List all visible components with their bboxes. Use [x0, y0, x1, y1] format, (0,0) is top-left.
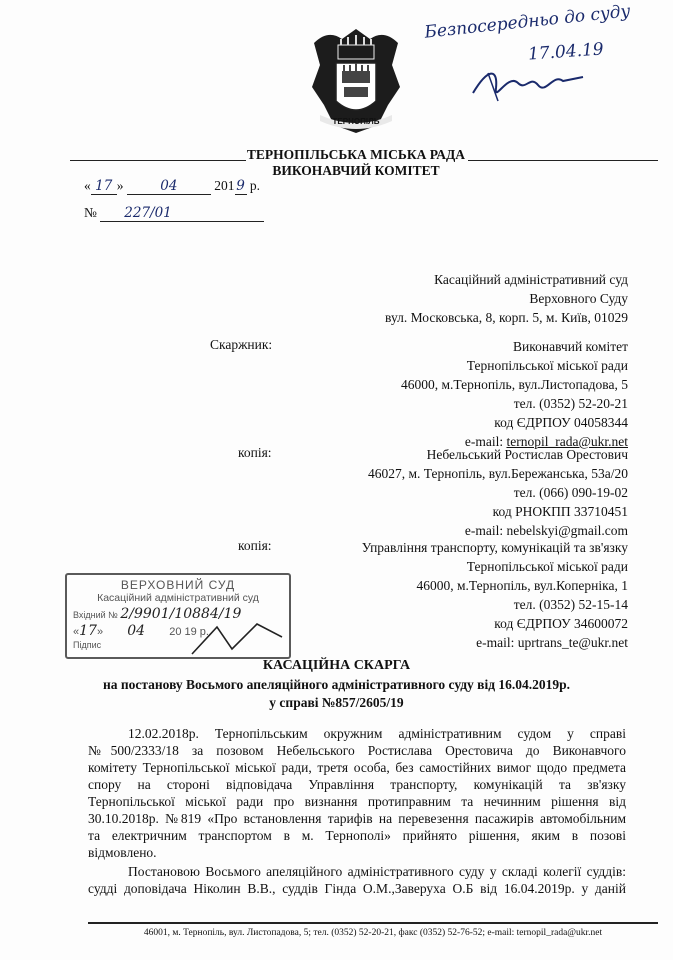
body-line: Тернопільської міської ради про визнання протиправним та нечинним рішення від [88, 794, 626, 809]
complainant-line: 46000, м.Тернопіль, вул.Листопадова, 5 [400, 377, 628, 392]
stamp-date-row: «17» 04 20 19 р. [73, 623, 209, 639]
copy2-label: копія: [238, 538, 272, 553]
copy2-line: тел. (0352) 52-15-14 [513, 597, 628, 612]
header-rule-right [468, 160, 658, 161]
handwritten-note-line1: Безпосередньо до суду [423, 1, 632, 43]
complainant-block [308, 337, 628, 451]
stamp-month: 04 [127, 623, 146, 639]
body-line: судді доповідача Ніколин В.В., суддів Гінда О.М.,Заверуха О.Б від 16.04.2019р. у даній [88, 881, 626, 896]
copy1-block [308, 445, 628, 540]
stamp-title: ВЕРХОВНИЙ СУД [120, 578, 236, 592]
copy2-line: Управління транспорту, комунікацій та зв'язку [361, 540, 628, 555]
addressee-line: Касаційний адміністративний суд [434, 272, 628, 287]
doc-subtitle-2: у справі №857/2605/19 [269, 695, 404, 710]
doc-number-label: № [84, 205, 97, 220]
doc-date-year-digit: 9 [236, 178, 245, 194]
doc-number-value: 227/01 [100, 205, 264, 222]
stamp-year: 20 19 р. [169, 626, 209, 638]
emblem-text: ТЕРНОПІЛЬ [332, 117, 380, 126]
body-line: комітету Тернопільської міської ради, третя особа, без самостійних вимог щодо предмета [88, 760, 626, 775]
body-line: та електричним транспортом в м. Тернополі» прийнято рішення, яким в позові [88, 828, 626, 843]
doc-number [84, 205, 264, 222]
addressee-line: Верховного Суду [529, 291, 628, 306]
doc-date-year-prefix: 201 [214, 178, 235, 193]
copy2-line: код ЄДРПОУ 34600072 [494, 616, 628, 631]
stamp-sign-label: Підпис [73, 640, 102, 650]
footer-contacts: 46001, м. Тернопіль, вул. Листопадова, 5; тел. (0352) 52-20-21, факс (0352) 52-76-52; e-mail: ternopil_rada@ukr.net [143, 928, 603, 938]
handwritten-signature [468, 63, 588, 108]
copy2-line: 46000, м.Тернопіль, вул.Коперніка, 1 [416, 578, 628, 593]
stamp-subtitle: Касаційний адміністративний суд [97, 592, 259, 604]
complainant-email-label: e-mail: [464, 434, 507, 449]
doc-date-month: 04 [127, 178, 211, 195]
stamp-day: 17 [79, 623, 97, 639]
copy1-line: тел. (066) 090-19-02 [513, 485, 628, 500]
body-paragraph-2 [88, 863, 626, 897]
complainant-line: Виконавчий комітет [513, 339, 628, 354]
complainant-label: Скаржник: [210, 337, 273, 352]
doc-date-year-suffix: р. [249, 178, 260, 193]
body-line: відмовлено. [88, 845, 157, 860]
complainant-line: тел. (0352) 52-20-21 [513, 396, 628, 411]
addressee-block [308, 270, 628, 327]
copy2-line: e-mail: uprtrans_te@ukr.net [476, 635, 628, 650]
copy1-label: копія: [238, 445, 272, 460]
body-line: 12.02.2018р. Тернопільським окружним адміністративним судом у справі [128, 726, 626, 741]
doc-title: КАСАЦІЙНА СКАРГА [262, 658, 411, 673]
body-line: Постановою Восьмого апеляційного адміністративного суду у складі колегії суддів: [128, 864, 626, 879]
copy1-line: e-mail: nebelskyi@gmail.com [464, 523, 628, 538]
addressee-line: вул. Московська, 8, корп. 5, м. Київ, 01029 [385, 310, 628, 325]
header-rule-left [70, 160, 246, 161]
stamp-incoming-label: Вхідний № [73, 610, 118, 620]
complainant-email-link[interactable]: ternopil_rada@ukr.net [506, 434, 628, 449]
complainant-line: код ЄДРПОУ 04058344 [494, 415, 628, 430]
handwritten-note-date: 17.04.19 [527, 39, 605, 65]
doc-date-day: 17 [91, 178, 117, 195]
incoming-stamp [65, 573, 291, 659]
complainant-line: Тернопільської міської ради [466, 358, 628, 373]
copy1-line: 46027, м. Тернопіль, вул.Бережанська, 53а/20 [367, 466, 628, 481]
copy1-line: код РНОКПП 33710451 [492, 504, 628, 519]
body-line: 30.10.2018р. №819 «Про встановлення тарифів на перевезення пасажирів автомобільним [88, 811, 626, 826]
committee-name: ВИКОНАВЧИЙ КОМІТЕТ [272, 163, 440, 178]
body-line: спору на стороні відповідача Управління транспорту, комунікацій та зв'язку [88, 777, 626, 792]
footer-rule [88, 922, 658, 924]
body-paragraph-1 [88, 725, 626, 861]
body-line: №500/2333/18 за позовом Небельського Ростислава Орестовича до Виконавчого [88, 743, 626, 758]
stamp-date-prefix: « [73, 626, 80, 638]
council-name: ТЕРНОПІЛЬСЬКА МІСЬКА РАДА [246, 147, 466, 162]
doc-date: « 17 » 04 201 9 р. [84, 178, 260, 194]
copy2-line: Тернопільської міської ради [466, 559, 628, 574]
stamp-incoming-number: 2/9901/10884/19 [120, 606, 242, 622]
copy1-line: Небельський Ростислав Орестович [426, 447, 628, 462]
stamp-signature [187, 619, 287, 659]
city-emblem [308, 25, 404, 137]
copy2-block [298, 538, 628, 652]
doc-subtitle-1: на постанову Восьмого апеляційного адміністративного суду від 16.04.2019р. [102, 677, 571, 692]
handwritten-note [418, 1, 668, 108]
